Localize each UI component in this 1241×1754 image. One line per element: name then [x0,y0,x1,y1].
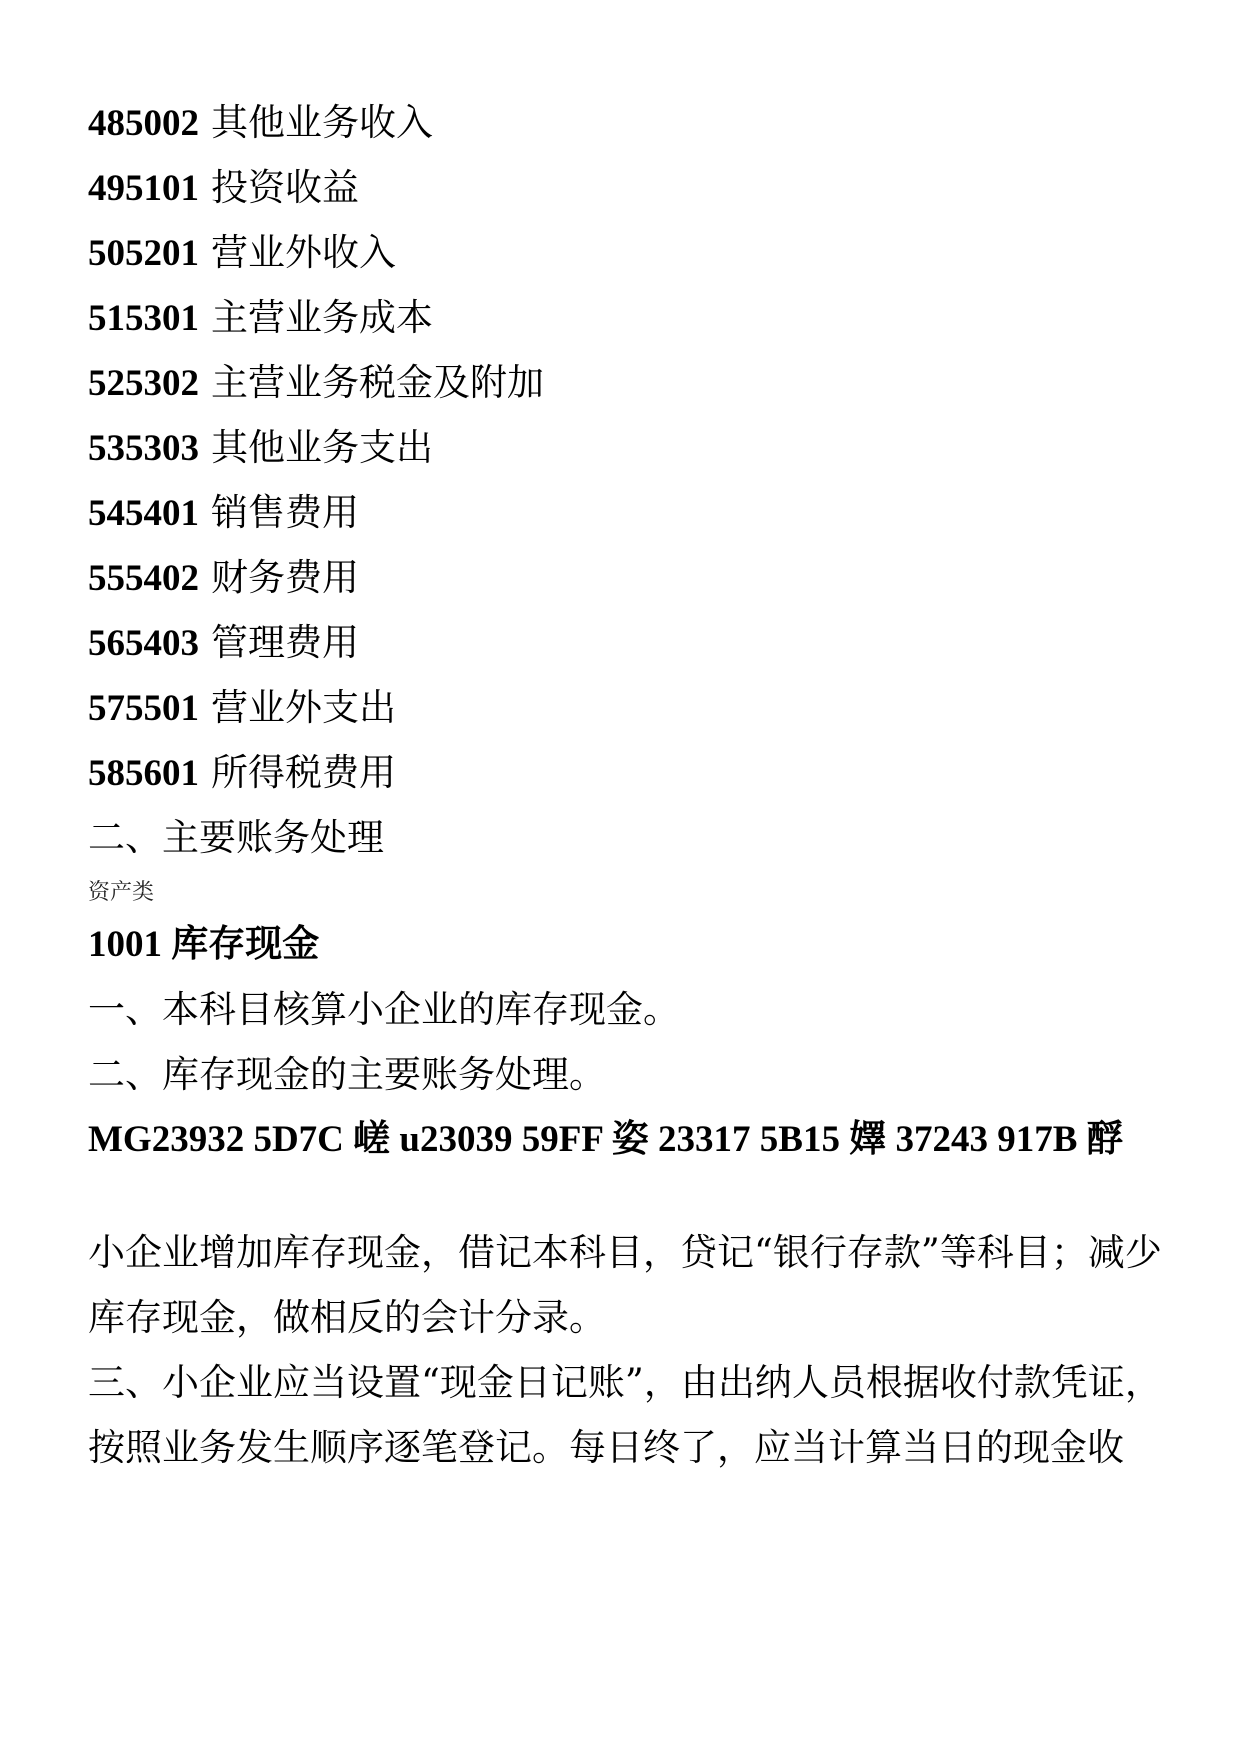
document-page [88,90,1188,1480]
account-code: 525302 [88,363,199,404]
account-code: 505201 [88,233,199,274]
account-row [88,155,1188,220]
account-name: 所得税费用 [211,751,396,794]
account-code: 555402 [88,558,199,599]
paragraph-two: 三、小企业应当设置“现金日记账”，由出纳人员根据收付款凭证，按照业务发生顺序逐笔登记。每日终了，应当计算当日的现金收 [88,1361,1162,1469]
account-code: 515301 [88,298,199,339]
account-code: 575501 [88,688,199,729]
account-name: 主营业务成本 [211,296,433,339]
account-name: 财务费用 [211,556,359,599]
account-name: 营业外支出 [211,686,396,729]
paragraph-one: 小企业增加库存现金，借记本科目，贷记“银行存款”等科目；减少库存现金，做相反的会计分录。 [88,1231,1162,1339]
account-code: 535303 [88,428,199,469]
account-code: 585601 [88,753,199,794]
account-code: 545401 [88,493,199,534]
account-row [88,350,1188,415]
account-row [88,285,1188,350]
account-name: 销售费用 [211,491,359,534]
item-two: 二、库存现金的主要账务处理。 [88,1053,606,1096]
account-code: 495101 [88,168,199,209]
account-row [88,610,1188,675]
account-row [88,415,1188,480]
account-name: 其他业务收入 [211,101,433,144]
account-title: 1001 库存现金 [88,924,320,965]
account-name: 其他业务支出 [211,426,433,469]
account-row [88,545,1188,610]
garbled-text: MG23932 5D7C 嵯 u23039 59FF 姿 23317 5B15 嬕 37243 917B 酻 [88,1119,1124,1160]
account-row [88,90,1188,155]
account-row [88,740,1188,805]
category-label: 资产类 [88,880,155,905]
section-heading: 二、主要账务处理 [88,816,384,859]
account-row [88,220,1188,285]
account-row [88,480,1188,545]
account-row [88,675,1188,740]
account-code: 485002 [88,103,199,144]
item-one: 一、本科目核算小企业的库存现金。 [88,988,680,1031]
spacer [88,1172,1188,1220]
account-name: 管理费用 [211,621,359,664]
account-name: 投资收益 [211,166,359,209]
account-name: 主营业务税金及附加 [211,361,544,404]
account-code: 565403 [88,623,199,664]
account-name: 营业外收入 [211,231,396,274]
